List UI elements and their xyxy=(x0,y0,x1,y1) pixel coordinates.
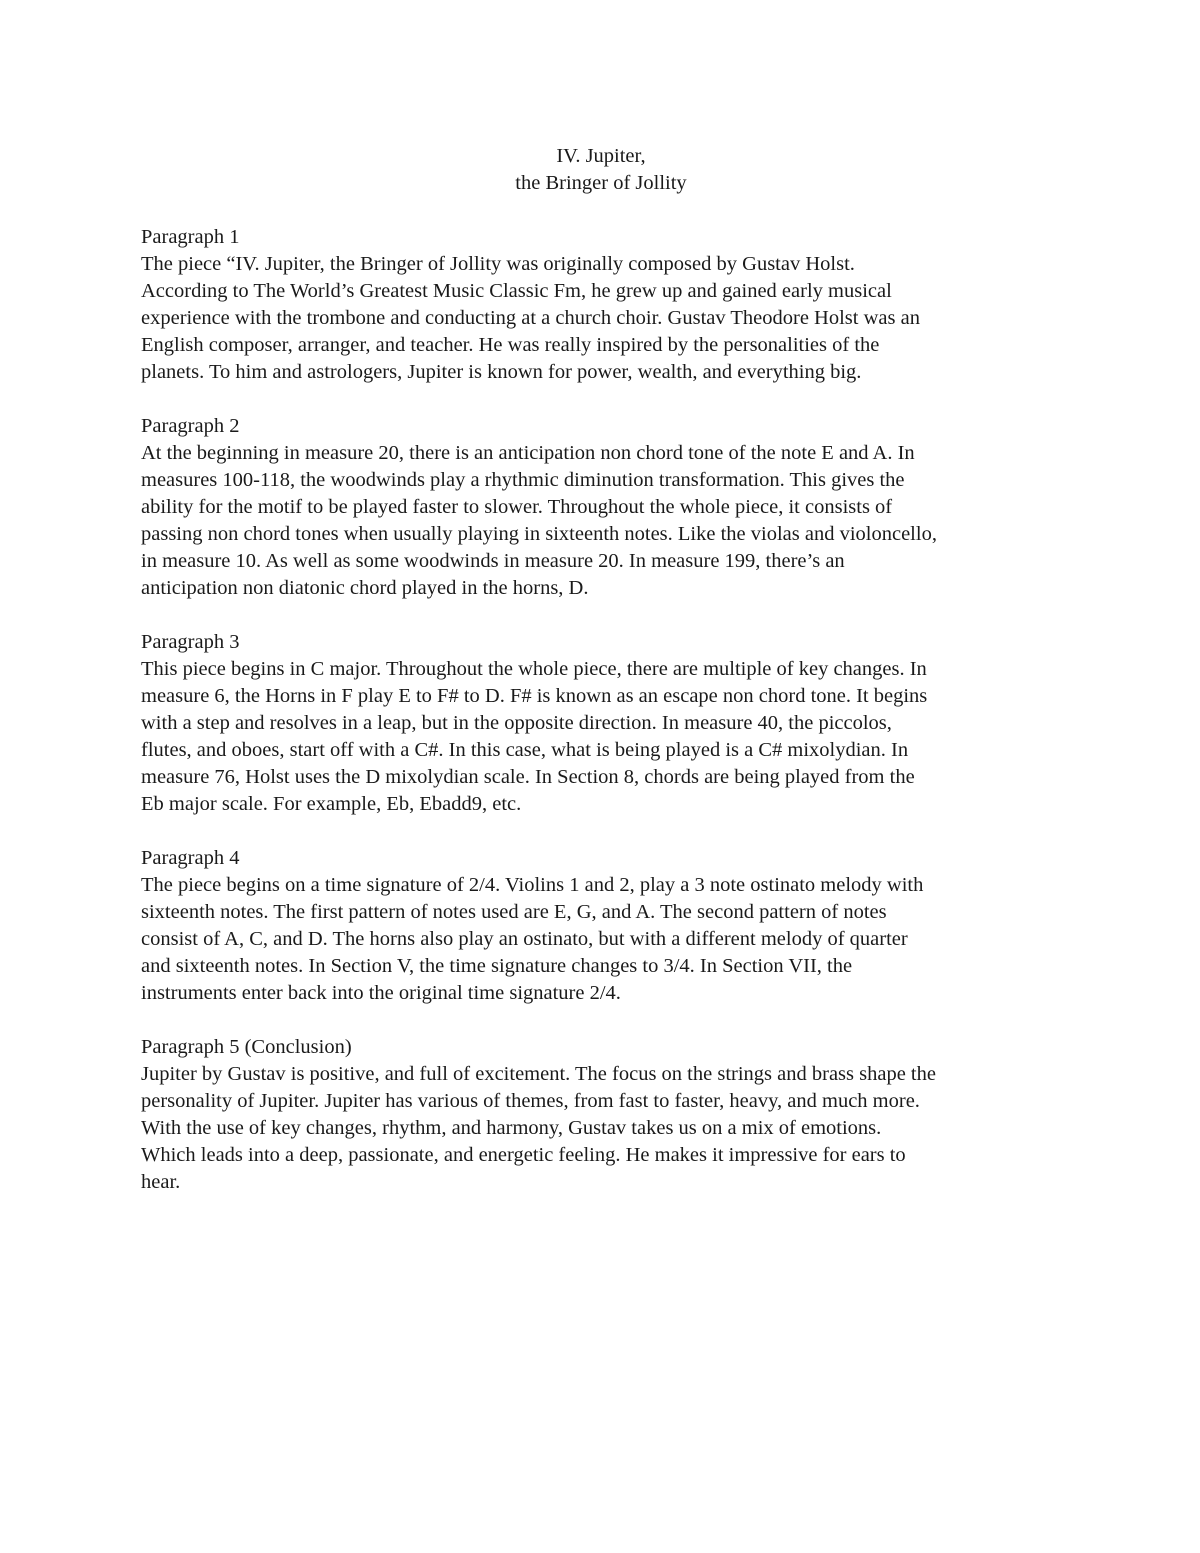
text-line: Jupiter by Gustav is positive, and full of excitement. The focus on the strings and brass shape the xyxy=(141,1063,936,1085)
section-paragraph-4 xyxy=(141,845,1061,1007)
text-line: flutes, and oboes, start off with a C#. In this case, what is being played is a C# mixolydian. In xyxy=(141,739,909,761)
text-line: ability for the motif to be played faster to slower. Throughout the whole piece, it consists of xyxy=(141,496,893,518)
section-heading: Paragraph 4 xyxy=(141,847,240,869)
section-paragraph-5-conclusion xyxy=(141,1034,1061,1196)
text-line: Eb major scale. For example, Eb, Ebadd9, etc. xyxy=(141,793,522,815)
text-line: hear. xyxy=(141,1171,181,1193)
title-line-2: the Bringer of Jollity xyxy=(515,172,687,194)
text-line: measure 76, Holst uses the D mixolydian scale. In Section 8, chords are being played from the xyxy=(141,766,915,788)
section-heading: Paragraph 2 xyxy=(141,415,240,437)
section-heading: Paragraph 5 (Conclusion) xyxy=(141,1036,352,1058)
text-line: According to The World’s Greatest Music Classic Fm, he grew up and gained early musical xyxy=(141,280,892,302)
section-paragraph-2 xyxy=(141,413,1061,602)
text-line: experience with the trombone and conducting at a church choir. Gustav Theodore Holst was an xyxy=(141,307,920,329)
text-line: sixteenth notes. The first pattern of notes used are E, G, and A. The second pattern of notes xyxy=(141,901,887,923)
text-line: English composer, arranger, and teacher. He was really inspired by the personalities of the xyxy=(141,334,880,356)
document-body xyxy=(141,143,1061,1223)
title-line-1: IV. Jupiter, xyxy=(556,145,646,167)
document-title xyxy=(141,143,1061,197)
text-line: The piece “IV. Jupiter, the Bringer of Jollity was originally composed by Gustav Holst. xyxy=(141,253,855,275)
text-line: This piece begins in C major. Throughout the whole piece, there are multiple of key changes. In xyxy=(141,658,927,680)
text-line: anticipation non diatonic chord played in the horns, D. xyxy=(141,577,589,599)
text-line: planets. To him and astrologers, Jupiter is known for power, wealth, and everything big. xyxy=(141,361,862,383)
section-paragraph-1 xyxy=(141,224,1061,386)
text-line: With the use of key changes, rhythm, and harmony, Gustav takes us on a mix of emotions. xyxy=(141,1117,882,1139)
text-line: measure 6, the Horns in F play E to F# to D. F# is known as an escape non chord tone. It begins xyxy=(141,685,928,707)
text-line: and sixteenth notes. In Section V, the time signature changes to 3/4. In Section VII, the xyxy=(141,955,853,977)
text-line: passing non chord tones when usually playing in sixteenth notes. Like the violas and violoncello, xyxy=(141,523,937,545)
text-line: Which leads into a deep, passionate, and energetic feeling. He makes it impressive for ears to xyxy=(141,1144,906,1166)
text-line: personality of Jupiter. Jupiter has various of themes, from fast to faster, heavy, and much more. xyxy=(141,1090,920,1112)
section-heading: Paragraph 1 xyxy=(141,226,240,248)
text-line: in measure 10. As well as some woodwinds in measure 20. In measure 199, there’s an xyxy=(141,550,845,572)
section-paragraph-3 xyxy=(141,629,1061,818)
section-heading: Paragraph 3 xyxy=(141,631,240,653)
text-line: instruments enter back into the original time signature 2/4. xyxy=(141,982,621,1004)
text-line: The piece begins on a time signature of 2/4. Violins 1 and 2, play a 3 note ostinato melody with xyxy=(141,874,924,896)
text-line: At the beginning in measure 20, there is an anticipation non chord tone of the note E and A. In xyxy=(141,442,915,464)
text-line: with a step and resolves in a leap, but in the opposite direction. In measure 40, the piccolos, xyxy=(141,712,892,734)
text-line: measures 100-118, the woodwinds play a rhythmic diminution transformation. This gives the xyxy=(141,469,905,491)
text-line: consist of A, C, and D. The horns also play an ostinato, but with a different melody of quarter xyxy=(141,928,908,950)
